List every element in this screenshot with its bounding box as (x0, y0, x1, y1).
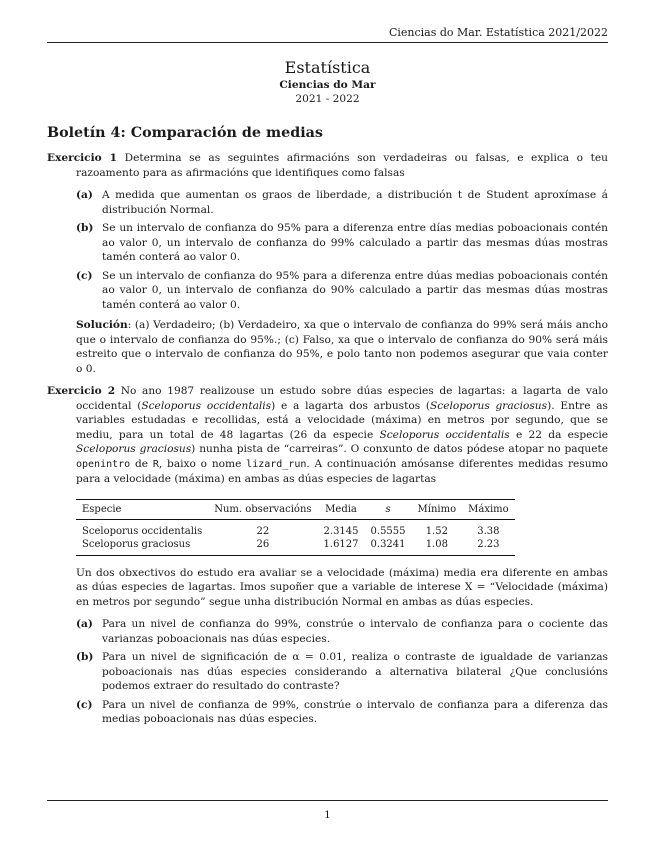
table-cell: 0.3241 (365, 538, 412, 556)
title-block (0, 58, 655, 106)
exercise-1-item-a (47, 188, 608, 217)
exercise-1 (47, 151, 608, 180)
item-text: Para un nivel de significación de α = 0.01, realiza o contraste de igualdade de varianzas poboacionais nas dúas especies considerando a alternativa bilateral ¿Que conclusións podemos extraer do resultado do contraste? (102, 651, 608, 692)
exercise-2-item-a (47, 617, 608, 646)
table-header: Máximo (462, 499, 515, 519)
exercise-2-text: No ano 1987 realizouse un estudo sobre dúas especies de lagartas: a lagarta de valo occidental ( (76, 385, 608, 412)
item-text: Se un intervalo de confianza do 95% para a diferenza entre días medias poboacionais contén ao valor 0, un intervalo de confianza do 99% calculado a partir das mesmas dúas mostras tamén conterá ao valor 0. (102, 222, 608, 263)
exercise-2-items (47, 617, 608, 727)
exercise-2-context: Un dos obxectivos do estudo era avaliar se a velocidade (máxima) media era diferente en ambas as dúas especies de lagartas. Imos supoñer que a variable de interese X = “Velocidade (máxima) en metros por segundo” segue unha distribución Normal en ambas as dúas especies. (76, 566, 608, 608)
header-rule (47, 42, 608, 43)
exercise-2-text: ) e a lagarta dos arbustos ( (271, 399, 431, 412)
page-number: 1 (324, 809, 331, 821)
exercise-2 (47, 384, 608, 487)
table-header: Especie (76, 499, 208, 519)
table-cell: 1.6127 (318, 538, 365, 556)
exercise-2-text: e 22 da especie (509, 428, 608, 441)
table-cell: 2.3145 (323, 525, 359, 537)
footer-rule (47, 800, 608, 801)
item-label: (a) (76, 618, 93, 630)
exercise-1-item-b (47, 221, 608, 265)
summary-table (76, 499, 515, 556)
table-header (365, 499, 412, 519)
item-label: (c) (76, 269, 93, 282)
table-cell: 22 (256, 525, 270, 537)
document-title: Estatística (284, 58, 371, 77)
exercise-2-text: , baixo o nome (158, 457, 247, 470)
item-label: (c) (76, 698, 93, 711)
table-row (76, 538, 515, 556)
exercise-2-item-c (47, 698, 608, 727)
table-header: s (385, 503, 391, 515)
solution-label: Solución (76, 319, 128, 331)
species-name: Sceloporus occidentalis (379, 428, 510, 441)
exercise-1-item-c (47, 269, 608, 313)
table-cell: 0.5555 (370, 525, 406, 537)
exercise-1-text: Determina se as seguintes afirmacións son verdadeiras ou falsas, e explica o teu razoamento para as afirmacións que identifiques como falsas (76, 152, 608, 179)
exercise-1-label: Exercicio 1 (47, 152, 118, 164)
table-cell: 2.23 (462, 538, 515, 556)
exercise-2-label: Exercicio 2 (47, 385, 116, 397)
exercise-2-text: ) nunha pista de “carreiras”. O conxunto de datos pódese atopar no paquete (191, 443, 608, 455)
table-cell: Sceloporus occidentalis (82, 525, 203, 537)
package-name: openintro (76, 458, 131, 470)
section-title: Boletín 4: Comparación de medias (47, 125, 323, 141)
solution-text: : (a) Verdadeiro; (b) Verdadeiro, xa que o intervalo de confianza do 99% será máis ancho que o intervalo de confianza do 95%.; (c) Falso, xa que o intervalo de confianza do 90% será máis estreito que o intervalo de confianza do 95%, e polo tanto non podemos asegurar que vaia conter o 0. (76, 319, 608, 375)
item-text: Para un nivel de confianza de 99%, constrúe o intervalo de confianza para a diferenza das medias poboacionais nas dúas especies. (102, 698, 608, 725)
exercise-2-text: ). Entre as variables estudadas e recollidas, está a velocidade (máxima) en metros por segundo, que se mediu, para un total de 48 lagartas (26 da especie (76, 399, 608, 441)
exercise-1-items (47, 188, 608, 312)
table-cell: 1.52 (425, 525, 448, 537)
species-name: Sceloporus occidentalis (141, 399, 272, 412)
main-content (47, 124, 608, 731)
exercise-1-solution (76, 318, 608, 376)
table-row (76, 519, 515, 538)
exercise-2-text: de (130, 457, 153, 470)
table-header: Num. observacións (208, 499, 317, 519)
item-label: (b) (76, 651, 94, 663)
table-cell: 3.38 (477, 525, 500, 537)
dataset-name: lizard_run (246, 458, 307, 470)
item-label: (b) (76, 222, 94, 234)
table-header: Mínimo (412, 499, 463, 519)
exercise-2-text: . A continuación amósanse diferentes medidas resumo para a velocidade (máxima) en ambas as dúas especies de lagartas (76, 457, 608, 485)
document-subtitle: Ciencias do Mar (279, 79, 376, 91)
document-year: 2021 - 2022 (295, 93, 360, 105)
item-text: A medida que aumentan os graos de liberdade, a distribución t de Student aproxímase á distribución Normal. (102, 189, 608, 216)
running-head: Ciencias do Mar. Estatística 2021/2022 (388, 26, 608, 39)
table-header-row (76, 499, 515, 519)
item-text: Para un nivel de confianza do 99%, constrúe o intervalo de confianza para o cociente das varianzas poboacionais nas dúas especies. (102, 618, 608, 645)
species-name: Sceloporus graciosus (76, 443, 192, 455)
table-header: Media (318, 499, 365, 519)
item-label: (a) (76, 189, 93, 201)
species-name: Sceloporus graciosus (430, 399, 548, 412)
language-name: R (152, 458, 159, 470)
table-cell: 1.08 (412, 538, 463, 556)
table-cell: Sceloporus graciosus (76, 538, 208, 556)
item-text: Se un intervalo de confianza do 95% para a diferenza entre dúas medias poboacionais contén ao valor 0, un intervalo de confianza do 90% calculado a partir das mesmas dúas mostras tamén conterá ao valor 0. (102, 269, 608, 311)
table-cell: 26 (208, 538, 317, 556)
exercise-2-item-b (47, 650, 608, 694)
